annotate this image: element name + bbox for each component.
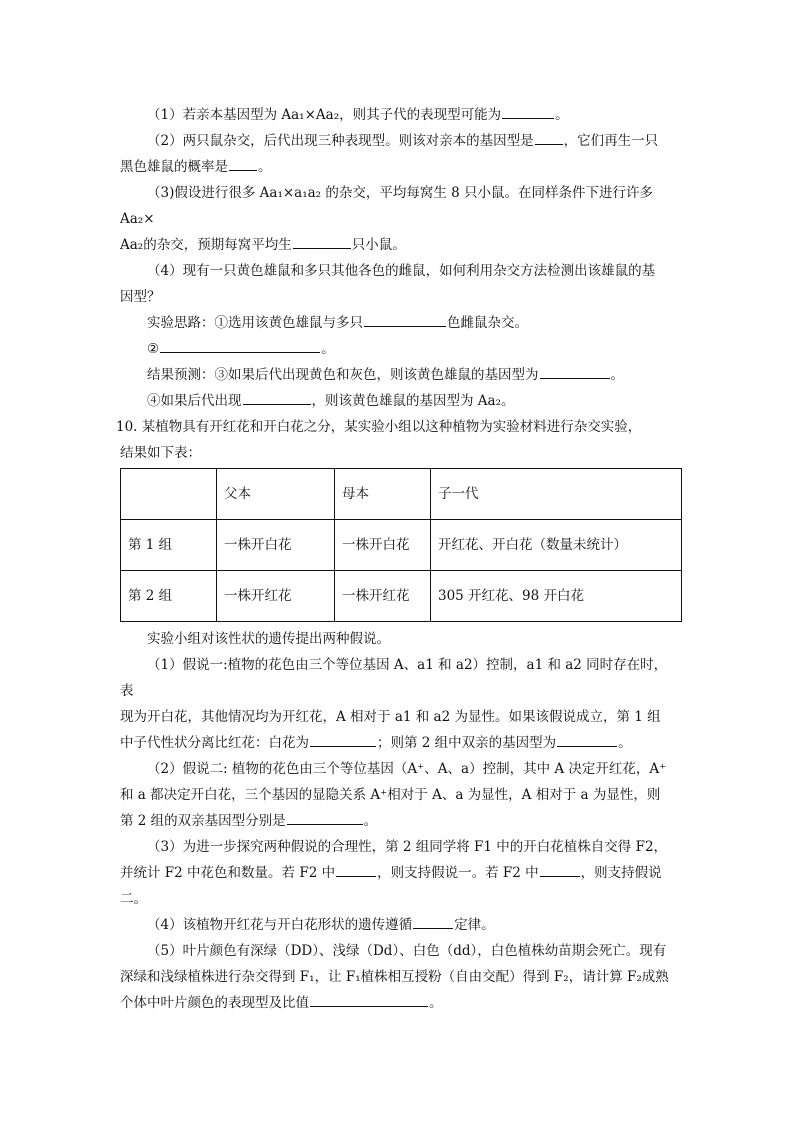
q10-part1-cont2: 中子代性状分离比红花：白花为 ；则第 2 组中双亲的基因型为 。 [120, 730, 680, 756]
answer-blank[interactable] [229, 155, 257, 171]
table-row [121, 520, 682, 571]
q10-part4: （4）该植物开红花与开白花形状的遗传遵循 定律。 [120, 912, 680, 938]
table-header-cell: 父本 [217, 469, 335, 520]
q9-part2-cont: 黑色雄鼠的概率是 。 [120, 154, 680, 180]
q10-part2-cont: 和 a 都决定开白花，三个基因的显隐关系 A⁺相对于 A、a 为显性，A 相对于 a 为显性，则 [120, 787, 661, 803]
q10-intro-cont: 结果如下表： [120, 445, 201, 461]
q9-part1: （1）若亲本基因型为 Aa₁×Aa₂，则其子代的表现型可能为 。 [120, 102, 680, 128]
q10-part5-cont: 深绿和浅绿植株进行杂交得到 F₁，让 F₁植株相互授粉（自由交配）得到 F₂，请计算 F₂成熟 [120, 969, 669, 985]
table-cell: 一株开红花 [335, 571, 431, 622]
answer-blank[interactable] [310, 991, 428, 1007]
q10-part2-cont2: 第 2 组的双亲基因型分别是 。 [120, 808, 680, 834]
q10-part3: （3）为进一步探究两种假说的合理性，第 2 组同学将 F1 中的开白花植株自交得 F2， [147, 839, 668, 855]
q9-part3-cont: Aa₂的杂交，预期每窝平均生 只小鼠。 [120, 232, 680, 258]
answer-blank[interactable] [287, 809, 363, 825]
table-row [121, 571, 682, 622]
q9-idea: 实验思路：①选用该黄色雄鼠与多只 色雌鼠杂交。 [120, 310, 680, 336]
table-cell: 一株开白花 [335, 520, 431, 571]
answer-blank[interactable] [336, 861, 376, 877]
q10-part2: （2）假说二: 植物的花色由三个等位基因（A⁺、A、a）控制，其中 A 决定开红花，A⁺ [147, 761, 667, 777]
table-cell: 305 开红花、98 开白花 [431, 571, 682, 622]
table-cell: 第 2 组 [121, 571, 217, 622]
answer-blank[interactable] [540, 363, 610, 379]
q9-part4: （4）现有一只黄色雄鼠和多只其他各色的雌鼠，如何利用杂交方法检测出该雄鼠的基 [147, 263, 656, 279]
q9-predict3: 结果预测：③如果后代出现黄色和灰色，则该黄色雄鼠的基因型为 。 [120, 362, 680, 388]
answer-blank[interactable] [364, 311, 446, 327]
cross-results-table [120, 468, 682, 622]
document-body [116, 102, 680, 1016]
answer-blank[interactable] [540, 861, 580, 877]
answer-blank[interactable] [160, 337, 320, 353]
q10-part1: （1）假说一:植物的花色由三个等位基因 A、a1 和 a2）控制，a1 和 a2 同时存在时，表 [120, 657, 668, 699]
q10-part3-cont: 并统计 F2 中花色和数量。若 F2 中 ，则支持假说一。若 F2 中 ，则支持假说二。 [120, 860, 680, 912]
q9-predict4: ④如果后代出现 ，则该黄色雄鼠的基因型为 Aa₂。 [120, 388, 680, 414]
answer-blank[interactable] [293, 233, 351, 249]
answer-blank[interactable] [535, 129, 563, 145]
q10-part5: （5）叶片颜色有深绿（DD）、浅绿（Dd）、白色（dd），白色植株幼苗期会死亡。现有 [147, 943, 667, 959]
q9-part3: （3)假设进行很多 Aa₁×a₁a₂ 的杂交，平均每窝生 8 只小鼠。在同样条件下进行许多 Aa₂× [120, 185, 654, 227]
answer-blank[interactable] [413, 913, 453, 929]
q10-hypotheses-intro: 实验小组对该性状的遗传提出两种假说。 [147, 631, 390, 647]
table-header-row [121, 469, 682, 520]
q9-part4-cont: 因型？ [120, 289, 161, 305]
q9-part2: （2）两只鼠杂交，后代出现三种表现型。则该对亲本的基因型是 ，它们再生一只 [120, 128, 680, 154]
table-header-cell: 母本 [335, 469, 431, 520]
q10-part1-cont: 现为开白花，其他情况均为开红花，A 相对于 a1 和 a2 为显性。如果该假说成立，第 1 组 [120, 709, 661, 725]
answer-blank[interactable] [243, 389, 311, 405]
table-cell: 开红花、开白花（数量未统计） [431, 520, 682, 571]
q10-part5-cont2: 个体中叶片颜色的表现型及比值 。 [120, 990, 680, 1016]
answer-blank[interactable] [502, 103, 554, 119]
table-cell: 一株开白花 [217, 520, 335, 571]
table-cell: 第 1 组 [121, 520, 217, 571]
answer-blank[interactable] [557, 731, 617, 747]
table-header-cell: 子一代 [431, 469, 682, 520]
table-cell: 一株开红花 [217, 571, 335, 622]
table-header-cell [121, 469, 217, 520]
q10-intro: 10. 某植物具有开红花和开白花之分，某实验小组以这种植物为实验材料进行杂交实验， [116, 419, 642, 435]
answer-blank[interactable] [310, 731, 376, 747]
q9-step2: ② 。 [120, 336, 680, 362]
